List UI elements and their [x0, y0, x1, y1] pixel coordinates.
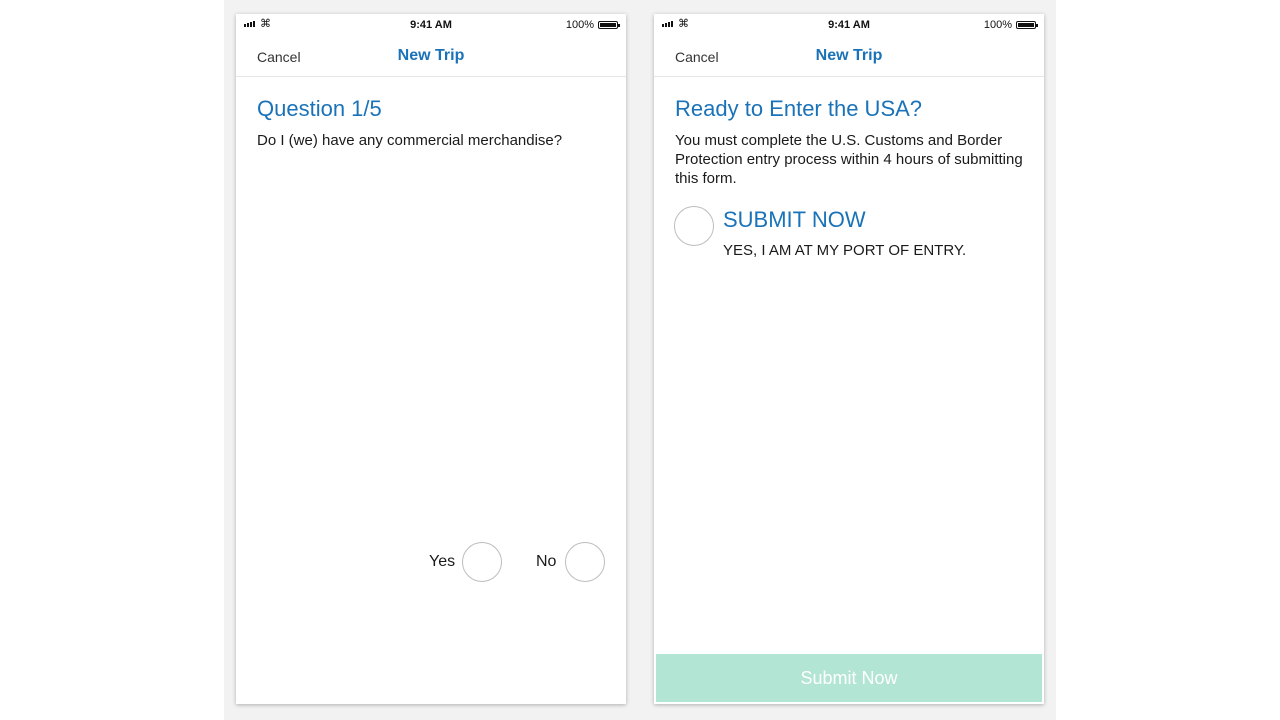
ready-heading: Ready to Enter the USA? [675, 96, 923, 121]
cancel-button[interactable]: Cancel [675, 49, 719, 65]
nav-title: New Trip [815, 47, 883, 64]
nav-bar [654, 36, 1044, 77]
no-label: No [536, 553, 557, 570]
battery-percent: 100% [565, 19, 594, 31]
wifi-icon: ⌘ [678, 18, 689, 30]
submit-now-option-title[interactable]: SUBMIT NOW [723, 207, 866, 232]
submit-now-option-subtitle: YES, I AM AT MY PORT OF ENTRY. [723, 242, 967, 259]
battery-icon [598, 21, 618, 29]
wifi-icon: ⌘ [260, 18, 271, 30]
battery-percent: 100% [983, 19, 1012, 31]
status-bar [654, 14, 1044, 36]
no-radio[interactable] [565, 542, 605, 582]
submit-screen [654, 14, 1044, 704]
nav-bar [236, 36, 626, 77]
question-heading: Question 1/5 [257, 96, 382, 121]
submit-now-radio[interactable] [674, 206, 714, 246]
submit-now-button[interactable]: Submit Now [656, 654, 1042, 702]
status-time: 9:41 AM [410, 19, 452, 31]
nav-title: New Trip [397, 47, 465, 64]
question-text: Do I (we) have any commercial merchandise? [257, 132, 563, 149]
cancel-button[interactable]: Cancel [257, 49, 301, 65]
question-screen [236, 14, 626, 704]
battery-icon [1016, 21, 1036, 29]
yes-radio[interactable] [462, 542, 502, 582]
yes-label: Yes [429, 553, 456, 570]
entry-description: You must complete the U.S. Customs and Border Protection entry process within 4 hours of submitting this form. [675, 132, 1023, 187]
status-time: 9:41 AM [828, 19, 870, 31]
status-bar [236, 14, 626, 36]
